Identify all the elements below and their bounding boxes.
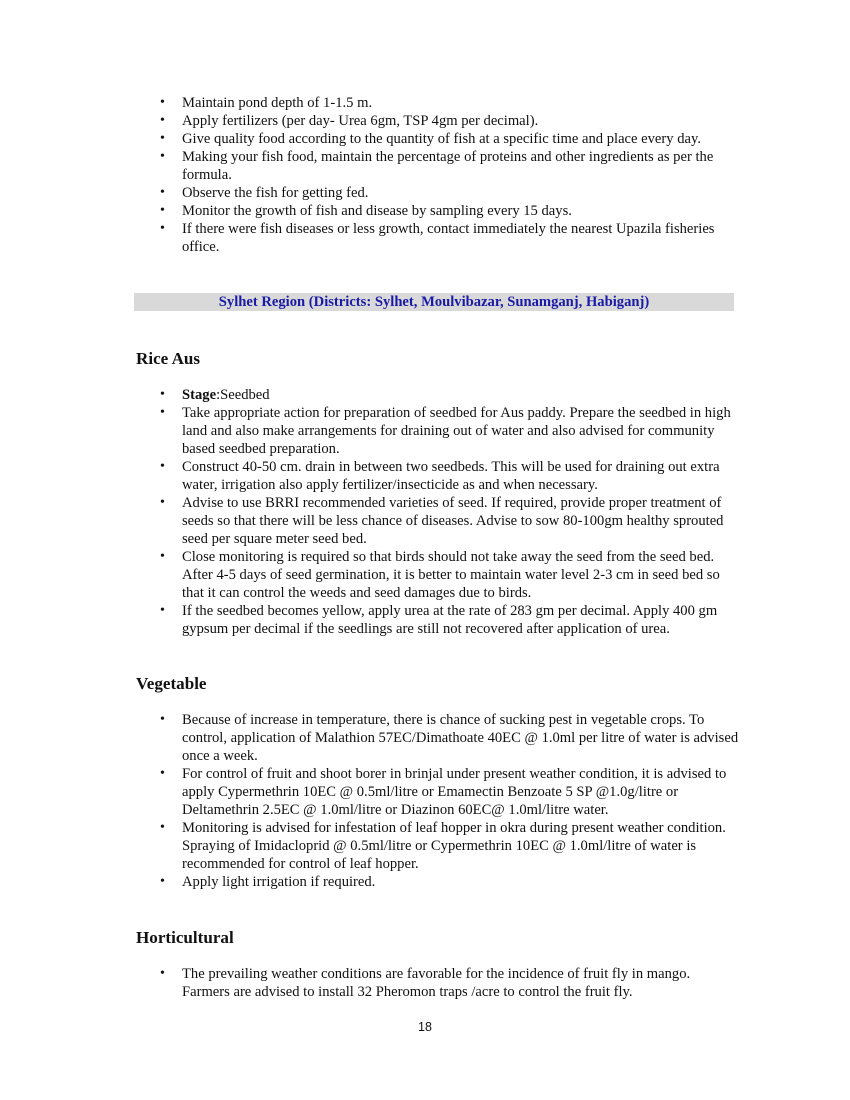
list-item: • Advise to use BRRI recommended varieties of seed. If required, provide proper treatment of seeds so that there will be less chance of diseases. Advise to sow 80-100gm healthy sprouted seed per square meter seed bed.	[160, 494, 740, 548]
list-item: • If there were fish diseases or less growth, contact immediately the nearest Upazila fisheries office.	[160, 220, 740, 256]
list-item: • The prevailing weather conditions are favorable for the incidence of fruit fly in mango. Farmers are advised to install 32 Pheromon traps /acre to control the fruit fly.	[160, 965, 740, 1001]
list-item: • Making your fish food, maintain the percentage of proteins and other ingredients as per the formula.	[160, 148, 740, 184]
list-item: • Apply fertilizers (per day- Urea 6gm, TSP 4gm per decimal).	[160, 112, 740, 130]
stage-label: Stage	[182, 387, 217, 403]
rice-aus-heading: Rice Aus	[136, 349, 201, 368]
list-item: • Take appropriate action for preparation of seedbed for Aus paddy. Prepare the seedbed in high land and also make arrangements for draining out of water and also advised for community based seedbed preparation.	[160, 404, 740, 458]
rice-aus-list	[160, 386, 740, 638]
list-item: • Monitor the growth of fish and disease by sampling every 15 days.	[160, 202, 740, 220]
stage-item	[160, 386, 740, 404]
horticultural-heading: Horticultural	[136, 928, 234, 947]
vegetable-list	[160, 711, 740, 891]
list-item: • For control of fruit and shoot borer in brinjal under present weather condition, it is advised to apply Cypermethrin 10EC @ 0.5ml/litre or Emamectin Benzoate 5 SP @1.0g/litre or Deltamethrin 2.5EC @ 1.0ml/litre or Diazinon 60EC@ 1.0ml/litre water.	[160, 765, 740, 819]
page-number: 18	[418, 1020, 432, 1034]
list-item: • Construct 40-50 cm. drain in between two seedbeds. This will be used for draining out extra water, irrigation also apply fertilizer/insecticide as and when necessary.	[160, 458, 740, 494]
stage-value: :Seedbed	[216, 387, 270, 403]
list-item: • Close monitoring is required so that birds should not take away the seed from the seed bed. After 4-5 days of seed germination, it is better to maintain water level 2-3 cm in seed bed so that it can control the weeds and seed damages due to birds.	[160, 548, 740, 602]
vegetable-heading: Vegetable	[136, 674, 207, 693]
list-item: • Because of increase in temperature, there is chance of sucking pest in vegetable crops. To control, application of Malathion 57EC/Dimathoate 40EC @ 1.0ml per litre of water is advised once a week.	[160, 711, 740, 765]
fish-advice-list	[160, 94, 740, 256]
list-item: • Monitoring is advised for infestation of leaf hopper in okra during present weather condition. Spraying of Imidacloprid @ 0.5ml/litre or Cypermethrin 10EC @ 1.0ml/litre of water is recommended for control of leaf hopper.	[160, 819, 740, 873]
region-title: Sylhet Region (Districts: Sylhet, Moulvibazar, Sunamganj, Habiganj)	[134, 293, 734, 311]
list-item: • Apply light irrigation if required.	[160, 873, 740, 891]
horticultural-list	[160, 965, 740, 1001]
list-item: • Give quality food according to the quantity of fish at a specific time and place every day.	[160, 130, 740, 148]
list-item: • If the seedbed becomes yellow, apply urea at the rate of 283 gm per decimal. Apply 400 gm gypsum per decimal if the seedlings are still not recovered after application of urea.	[160, 602, 740, 638]
list-item: • Maintain pond depth of 1-1.5 m.	[160, 94, 740, 112]
list-item: • Observe the fish for getting fed.	[160, 184, 740, 202]
